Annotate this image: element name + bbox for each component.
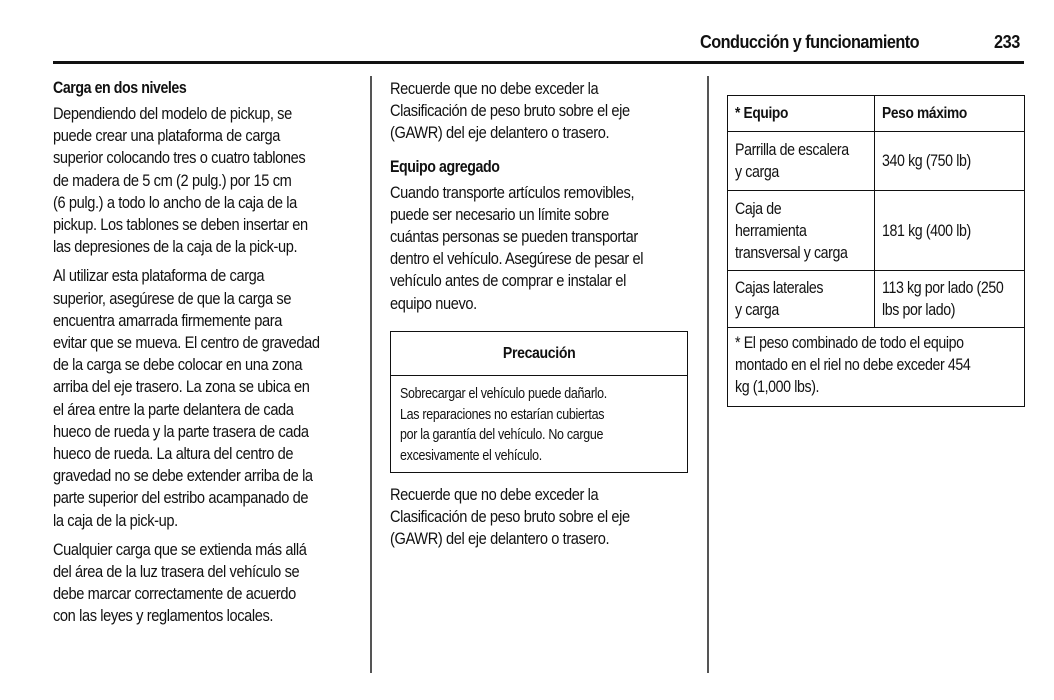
table-cell-max-weight <box>875 132 1025 191</box>
footnote-line: montado en el riel no debe exceder 454 <box>735 356 971 374</box>
cell-text-line: y carga <box>735 163 779 181</box>
cell-text-line: Caja de <box>735 199 782 218</box>
cell-text-line: herramienta <box>735 221 807 240</box>
caution-box <box>390 331 688 473</box>
cell-text-line: Cajas laterales <box>735 279 824 297</box>
text-line: del área de la luz trasera del vehículo se <box>53 562 300 582</box>
table-row <box>728 191 1025 271</box>
equipment-weight-table <box>727 95 1025 407</box>
cell-text-line: y carga <box>735 301 779 319</box>
text-line: Cualquier carga que se extienda más allá <box>53 539 307 559</box>
table-cell-max-weight <box>875 271 1025 328</box>
column-divider-1 <box>370 76 372 673</box>
text-line: gravedad no se debe extender arriba de la <box>53 466 313 486</box>
paragraph-platform-setup <box>53 103 350 258</box>
page-number: 233 <box>994 31 1020 52</box>
text-line: puede crear una plataforma de carga <box>53 126 281 146</box>
paragraph-gawr-reminder-1 <box>390 78 688 145</box>
text-line: (6 pulg.) a todo lo ancho de la caja de la <box>53 192 297 212</box>
table-row <box>728 132 1025 191</box>
table-row <box>728 271 1025 328</box>
text-line: puede ser necesario un límite sobre <box>390 204 609 224</box>
cell-text-line: Parrilla de escalera <box>735 141 849 159</box>
table-footnote-row <box>728 328 1025 407</box>
table-cell-equipment <box>728 132 875 191</box>
text-line: evitar que se mueva. El centro de gravedad <box>53 333 320 353</box>
caution-text-line: Las reparaciones no estarían cubiertas <box>400 406 605 423</box>
table-footnote <box>728 328 1025 407</box>
table-cell-equipment <box>728 271 875 328</box>
text-line: cuántas personas se pueden transportar <box>390 227 638 247</box>
table-cell-max-weight <box>875 191 1025 271</box>
section-heading-two-level-load: Carga en dos niveles <box>53 79 187 97</box>
header-text: * Equipo <box>735 104 789 122</box>
cell-text-line: 181 kg (400 lb) <box>882 221 971 240</box>
paragraph-gawr-reminder-2 <box>390 484 688 551</box>
running-header-title: Conducción y funcionamiento <box>700 31 920 52</box>
cell-text-line: 113 kg por lado (250 <box>882 279 1004 297</box>
paragraph-center-of-gravity <box>53 265 350 531</box>
caution-text-line: por la garantía del vehículo. No cargue <box>400 427 604 443</box>
text-line: (GAWR) del eje delantero o trasero. <box>390 123 610 143</box>
cell-text-line: 340 kg (750 lb) <box>882 152 971 170</box>
header-text: Peso máximo <box>882 104 968 122</box>
text-line: Recuerde que no debe exceder la <box>390 79 599 98</box>
paragraph-added-equipment <box>390 182 688 315</box>
text-line: superior, asegúrese de que la carga se <box>53 288 292 308</box>
text-line: vehículo antes de comprar e instalar el <box>390 271 627 291</box>
text-line: Cuando transporte artículos removibles, <box>390 182 635 202</box>
text-line: de la carga se debe colocar en una zona <box>53 355 303 375</box>
table-header-equipment <box>728 96 875 132</box>
text-line: Clasificación de peso bruto sobre el eje <box>390 101 630 121</box>
table-header-row <box>728 96 1025 132</box>
text-line: debe marcar correctamente de acuerdo <box>53 584 296 604</box>
text-line: la caja de la pick-up. <box>53 510 178 530</box>
text-line: dentro el vehículo. Asegúrese de pesar el <box>390 249 644 269</box>
paragraph-gawr-reminder-2-container <box>390 484 688 558</box>
text-line: Al utilizar esta plataforma de carga <box>53 266 265 286</box>
table-cell-equipment <box>728 191 875 271</box>
text-line: con las leyes y reglamentos locales. <box>53 606 274 626</box>
text-line: Dependiendo del modelo de pickup, se <box>53 104 292 123</box>
cell-text-line: transversal y carga <box>735 243 848 262</box>
column-1 <box>53 78 350 635</box>
table-header-max-weight <box>875 96 1025 132</box>
footnote-line: * El peso combinado de todo el equipo <box>735 334 964 352</box>
text-line: hueco de rueda y la parte trasera de cada <box>53 421 309 441</box>
caution-text-line: Sobrecargar el vehículo puede dañarlo. <box>400 386 607 402</box>
text-line: arriba del eje trasero. La zona se ubica en <box>53 377 310 397</box>
footnote-line: kg (1,000 lbs). <box>735 378 820 396</box>
text-line: (GAWR) del eje delantero o trasero. <box>390 529 610 549</box>
text-line: encuentra amarrada firmemente para <box>53 310 283 330</box>
text-line: pickup. Los tablones se deben insertar en <box>53 215 308 235</box>
caution-title: Precaución <box>502 344 576 362</box>
column-divider-2 <box>707 76 709 673</box>
cell-text-line: lbs por lado) <box>882 301 956 319</box>
text-line: superior colocando tres o cuatro tablones <box>53 148 306 168</box>
caution-header <box>391 332 687 376</box>
text-line: las depresiones de la caja de la pick-up. <box>53 237 298 257</box>
text-line: equipo nuevo. <box>390 293 477 313</box>
caution-body <box>391 376 687 466</box>
text-line: parte superior del estribo acampanado de <box>53 488 309 508</box>
text-line: el área entre la parte delantera de cada <box>53 399 294 419</box>
column-2 <box>390 78 688 322</box>
text-line: hueco de rueda. La altura del centro de <box>53 444 294 464</box>
paragraph-extended-load-marking <box>53 539 350 628</box>
caution-text-line: excesivamente el vehículo. <box>400 447 542 464</box>
section-heading-added-equipment: Equipo agregado <box>390 157 500 176</box>
text-line: Recuerde que no debe exceder la <box>390 485 599 504</box>
text-line: de madera de 5 cm (2 pulg.) por 15 cm <box>53 170 292 190</box>
header-rule <box>53 61 1024 64</box>
text-line: Clasificación de peso bruto sobre el eje <box>390 507 630 527</box>
